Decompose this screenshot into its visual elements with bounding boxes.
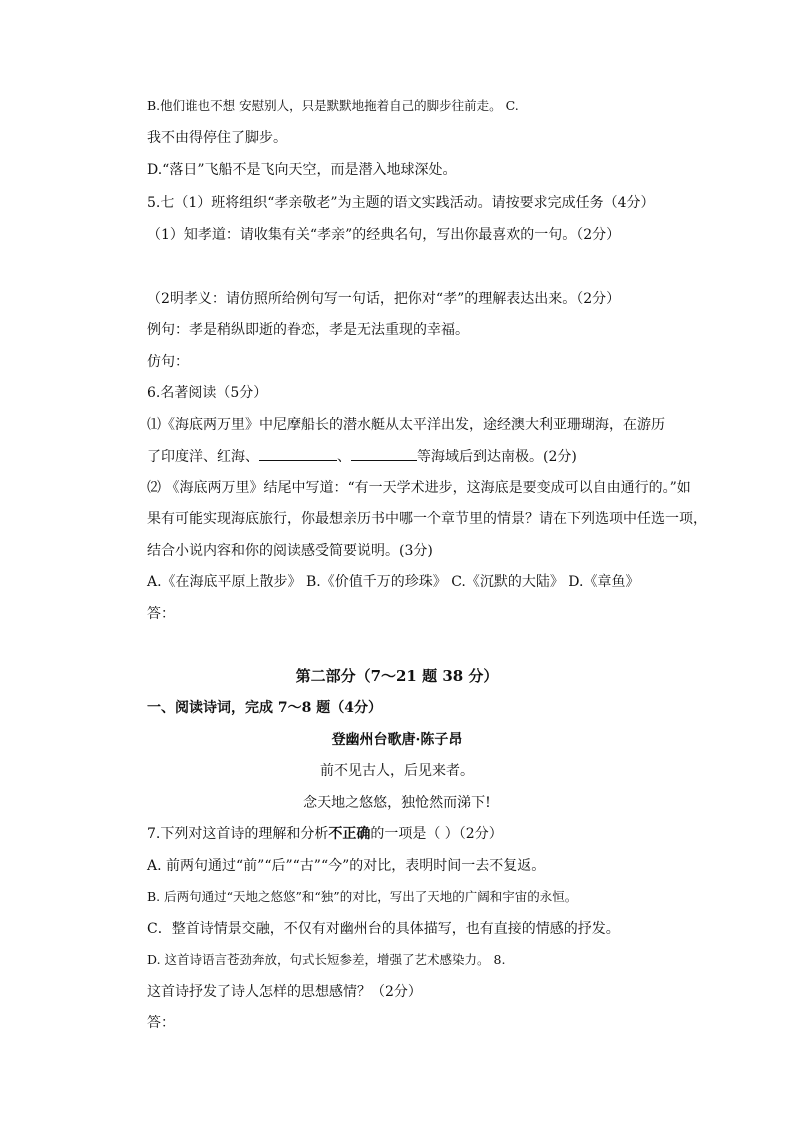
question-6-2: ⑵ 《海底两万里》结尾中写道：“有一天学术进步，这海底是要变成可以自由通行的。”如 — [147, 480, 691, 496]
part-2-heading: 第二部分（7～21 题 38 分） — [295, 667, 499, 685]
question-5-task-1: （1）知孝道：请收集有关“孝亲”的经典名句，写出你最喜欢的一句。（2分） — [147, 227, 621, 243]
imitation-label: 仿句： — [147, 354, 189, 370]
question-6-2-cont: 果有可能实现海底旅行，你最想亲历书中哪一个章节里的情景？请在下列选项中任选一项， — [147, 511, 707, 527]
text-span: 等海域后到达南极。(2分) — [417, 449, 577, 465]
poem-title: 登幽州台歌唐·陈子昂 — [331, 732, 463, 748]
answer-label: 答： — [147, 1015, 175, 1031]
text-span: 、 — [337, 449, 351, 465]
emphasis-text: 不正确 — [328, 826, 371, 842]
text-span: 了印度洋、红海、 — [147, 449, 259, 465]
question-5-task-2: （2明孝义：请仿照所给例句写一句话，把你对“孝”的理解表达出来。（2分） — [147, 291, 621, 307]
poem-line-1: 前不见古人，后见来者。 — [320, 763, 474, 779]
question-6-2-cont: 结合小说内容和你的阅读感受简要说明。(3分) — [147, 543, 433, 559]
question-7 — [147, 824, 503, 844]
section-1-heading: 一、阅读诗词，完成 7～8 题（4分） — [147, 700, 382, 716]
question-6-1: ⑴《海底两万里》中尼摩船长的潜水艇从太平洋出发，途经澳大利亚珊瑚海，在游历 — [147, 417, 665, 433]
question-6-options: A.《在海底平原上散步》 B.《价值千万的珍珠》 C.《沉默的大陆》 D.《章鱼》 — [147, 574, 640, 590]
answer-blank-2[interactable] — [351, 446, 417, 461]
answer-blank-1[interactable] — [259, 446, 337, 461]
question-6: 6.名著阅读（5分） — [147, 385, 268, 401]
question-7-option-a: A. 前两句通过“前”“后”“古”“今”的对比，表明时间一去不复返。 — [147, 858, 546, 874]
example-sentence: 例句：孝是稍纵即逝的眷恋，孝是无法重现的幸福。 — [147, 322, 469, 338]
text-span: 的一项是（ ）（2分） — [370, 826, 503, 842]
question-5: 5.七（1）班将组织“孝亲敬老”为主题的语文实践活动。请按要求完成任务（4分） — [147, 195, 655, 211]
question-6-1-cont — [147, 446, 577, 467]
option-d-line: D.“落日”飞船不是飞向天空，而是潜入地球深处。 — [147, 162, 457, 178]
question-7-option-c: C．整首诗情景交融，不仅有对幽州台的具体描写，也有直接的情感的抒发。 — [147, 921, 620, 937]
text-span: 7.下列对这首诗的理解和分析 — [147, 826, 329, 842]
text-line: 我不由得停住了脚步。 — [147, 130, 287, 146]
question-7-option-b: B. 后两句通过“天地之悠悠”和“独”的对比，写出了天地的广阔和宇宙的永恒。 — [147, 889, 578, 904]
question-8: 这首诗抒发了诗人怎样的思想感情？（2分） — [147, 984, 422, 1000]
question-7-option-d: D. 这首诗语言苍劲奔放，句式长短参差，增强了艺术感染力。 8. — [147, 952, 506, 967]
poem-line-2: 念天地之悠悠，独怆然而涕下! — [303, 795, 491, 811]
option-b-line: B.他们谁也不想 安慰别人，只是默默地拖着自己的脚步往前走。 C. — [147, 98, 519, 113]
answer-label: 答： — [147, 606, 175, 622]
